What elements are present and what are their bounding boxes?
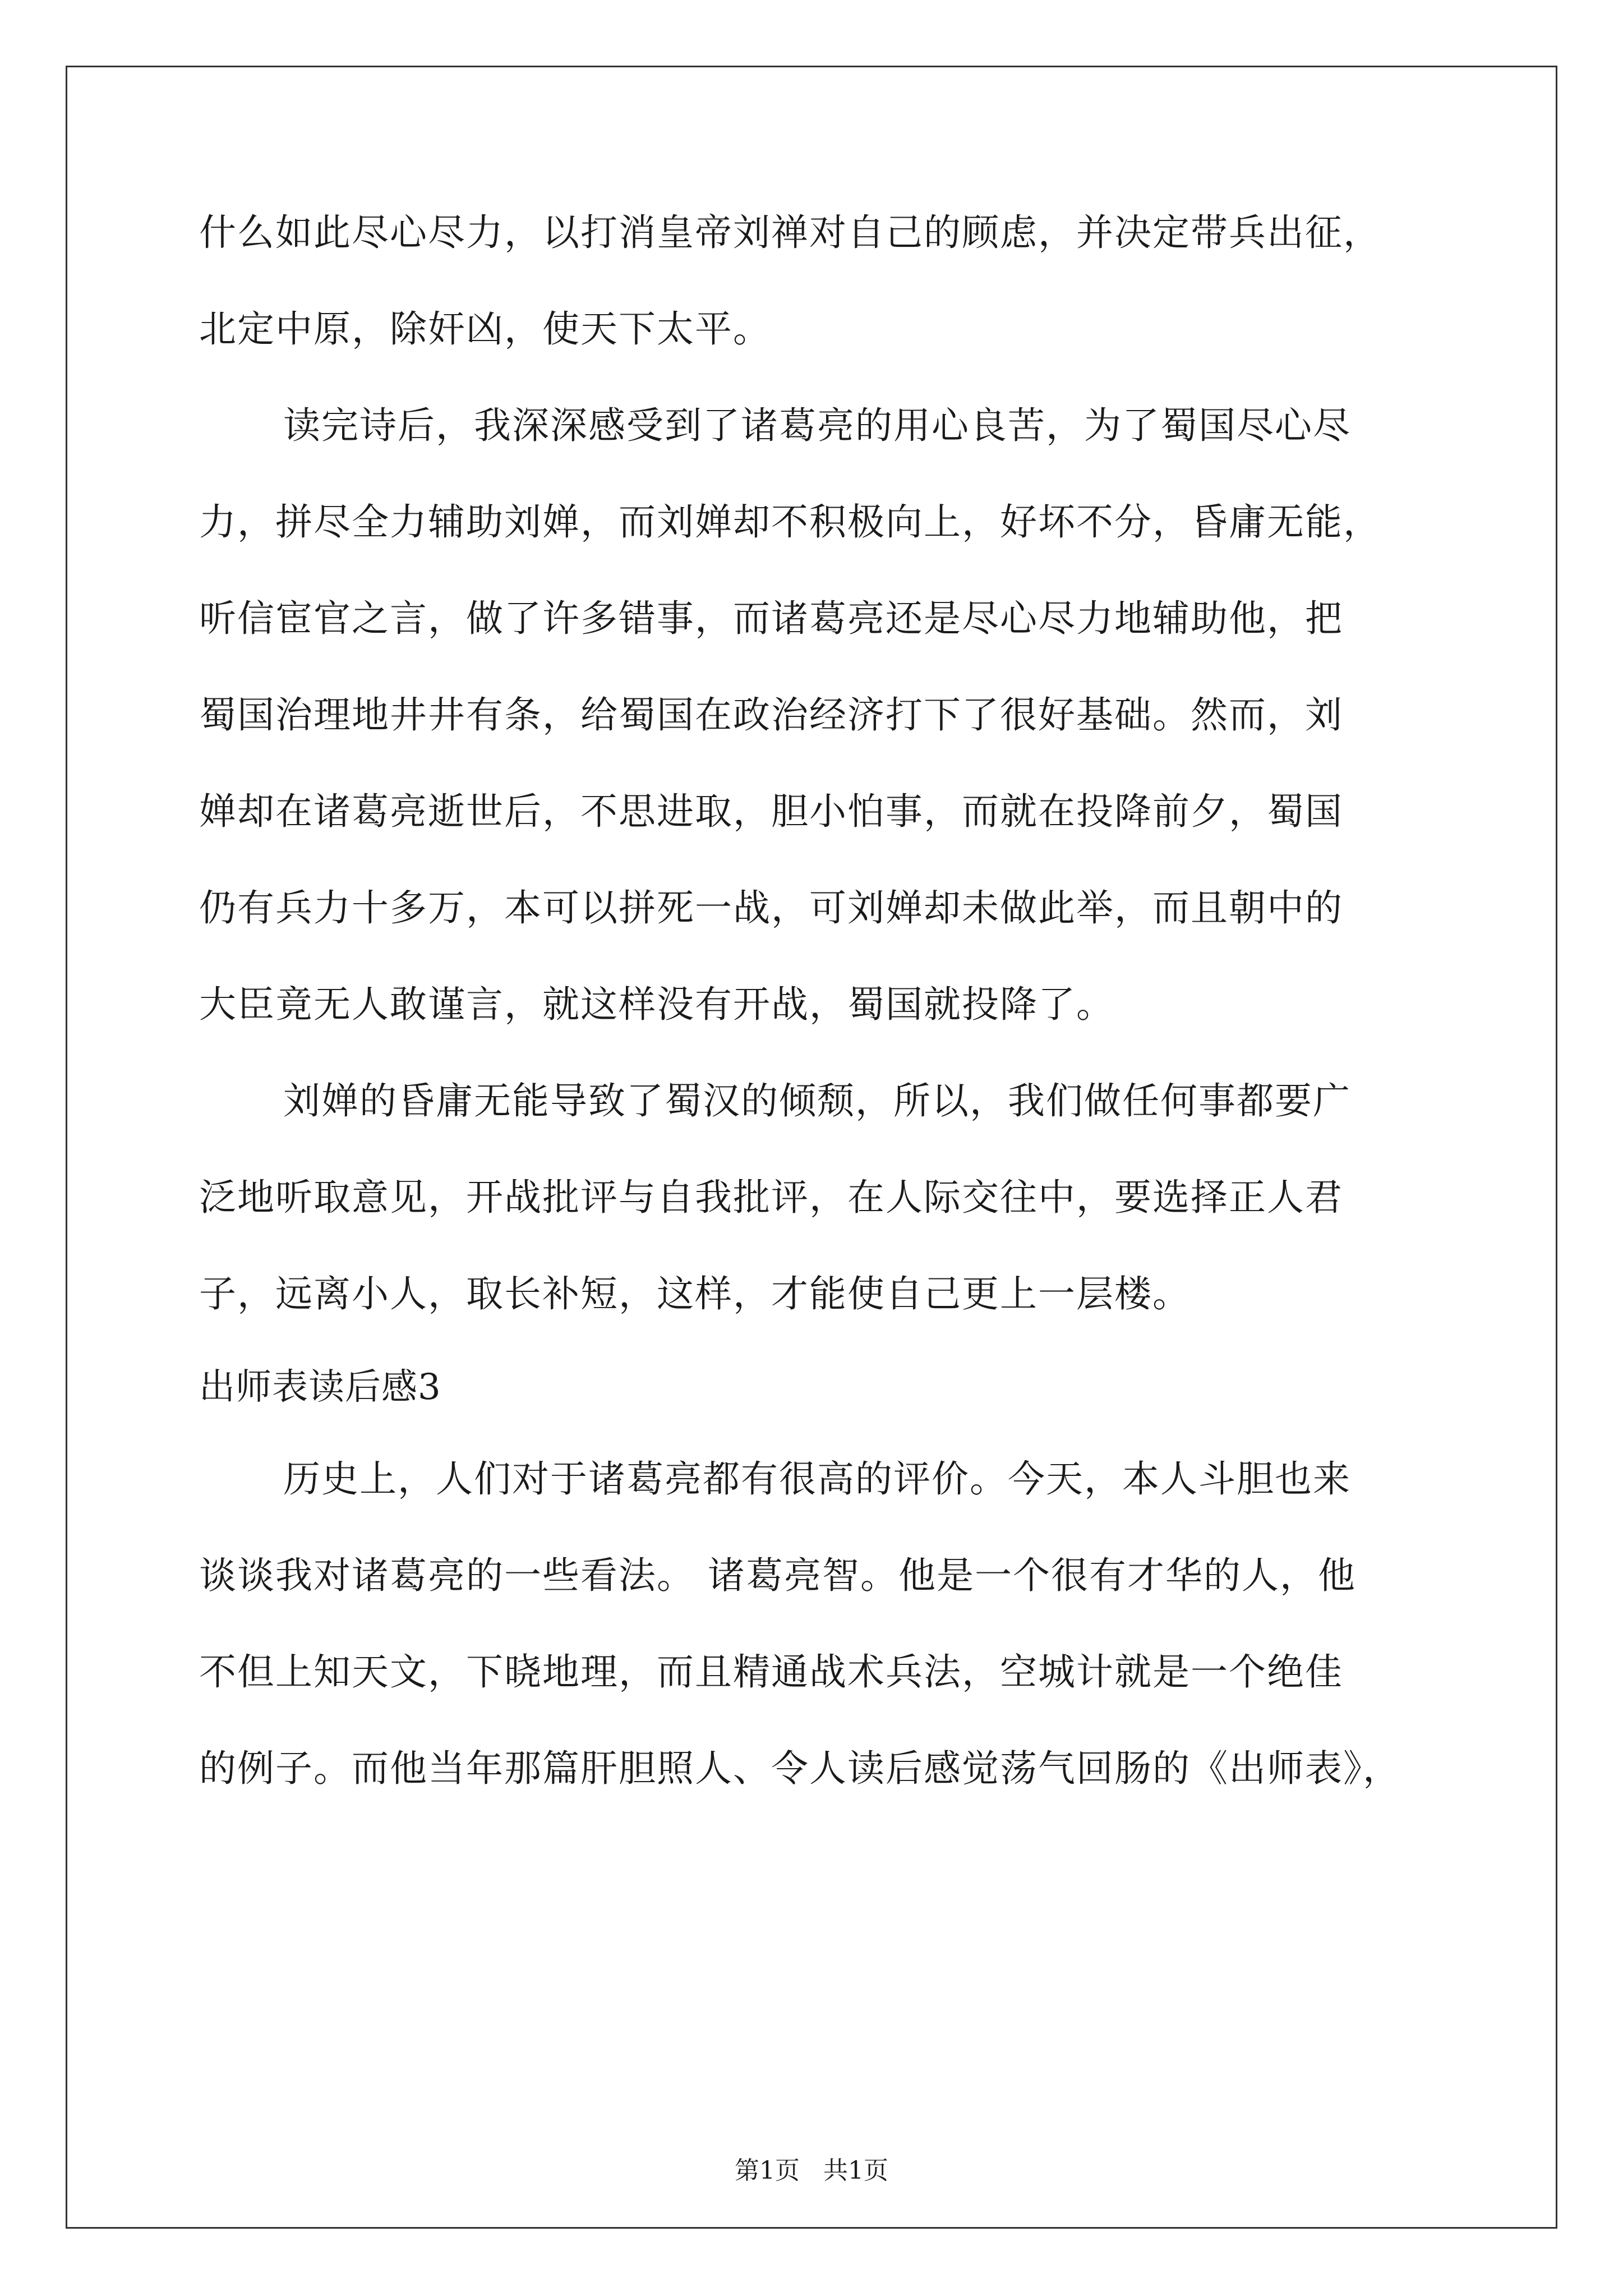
section-heading: 出师表读后感3 — [199, 1366, 441, 1408]
text-line: 北定中原，除奸凶，使天下太平。 — [199, 307, 771, 351]
text-line: 仍有兵力十多万，本可以拼死一战，可刘婵却未做此举，而且朝中的 — [199, 886, 1343, 930]
text-line: 读完诗后，我深深感受到了诸葛亮的用心良苦，为了蜀国尽心尽 — [283, 404, 1351, 447]
text-line: 婵却在诸葛亮逝世后，不思进取，胆小怕事，而就在投降前夕，蜀国 — [199, 790, 1343, 833]
text-line: 子，远离小人，取长补短，这样，才能使自己更上一层楼。 — [199, 1272, 1191, 1315]
page-border — [66, 66, 1557, 2229]
text-line: 刘婵的昏庸无能导致了蜀汉的倾颓，所以，我们做任何事都要广 — [283, 1079, 1351, 1122]
text-line: 谈谈我对诸葛亮的一些看法。 诸葛亮智。他是一个很有才华的人，他 — [199, 1554, 1356, 1597]
text-line: 的例子。而他当年那篇肝胆照人、令人读后感觉荡气回肠的《出师表》， — [199, 1747, 1401, 1790]
page-number-total: 共1页 — [823, 2156, 888, 2185]
text-line: 泛地听取意见，开战批评与自我批评，在人际交往中，要选择正人君 — [199, 1176, 1343, 1219]
text-line: 蜀国治理地井井有条，给蜀国在政治经济打下了很好基础。然而，刘 — [199, 693, 1343, 737]
text-line: 听信宦官之言，做了许多错事，而诸葛亮还是尽心尽力地辅助他，把 — [199, 597, 1343, 640]
text-line: 历史上，人们对于诸葛亮都有很高的评价。今天，本人斗胆也来 — [283, 1457, 1351, 1501]
page-number-current: 第1页 — [735, 2156, 800, 2185]
text-line: 不但上知天文，下晓地理，而且精通战术兵法，空城计就是一个绝佳 — [199, 1650, 1343, 1694]
page-footer — [0, 2154, 1623, 2188]
text-line: 什么如此尽心尽力，以打消皇帝刘禅对自己的顾虑，并决定带兵出征， — [199, 211, 1381, 254]
text-line: 力，拼尽全力辅助刘婵，而刘婵却不积极向上，好坏不分，昏庸无能， — [199, 500, 1381, 544]
text-line: 大臣竟无人敢谨言，就这样没有开战，蜀国就投降了。 — [199, 983, 1114, 1026]
